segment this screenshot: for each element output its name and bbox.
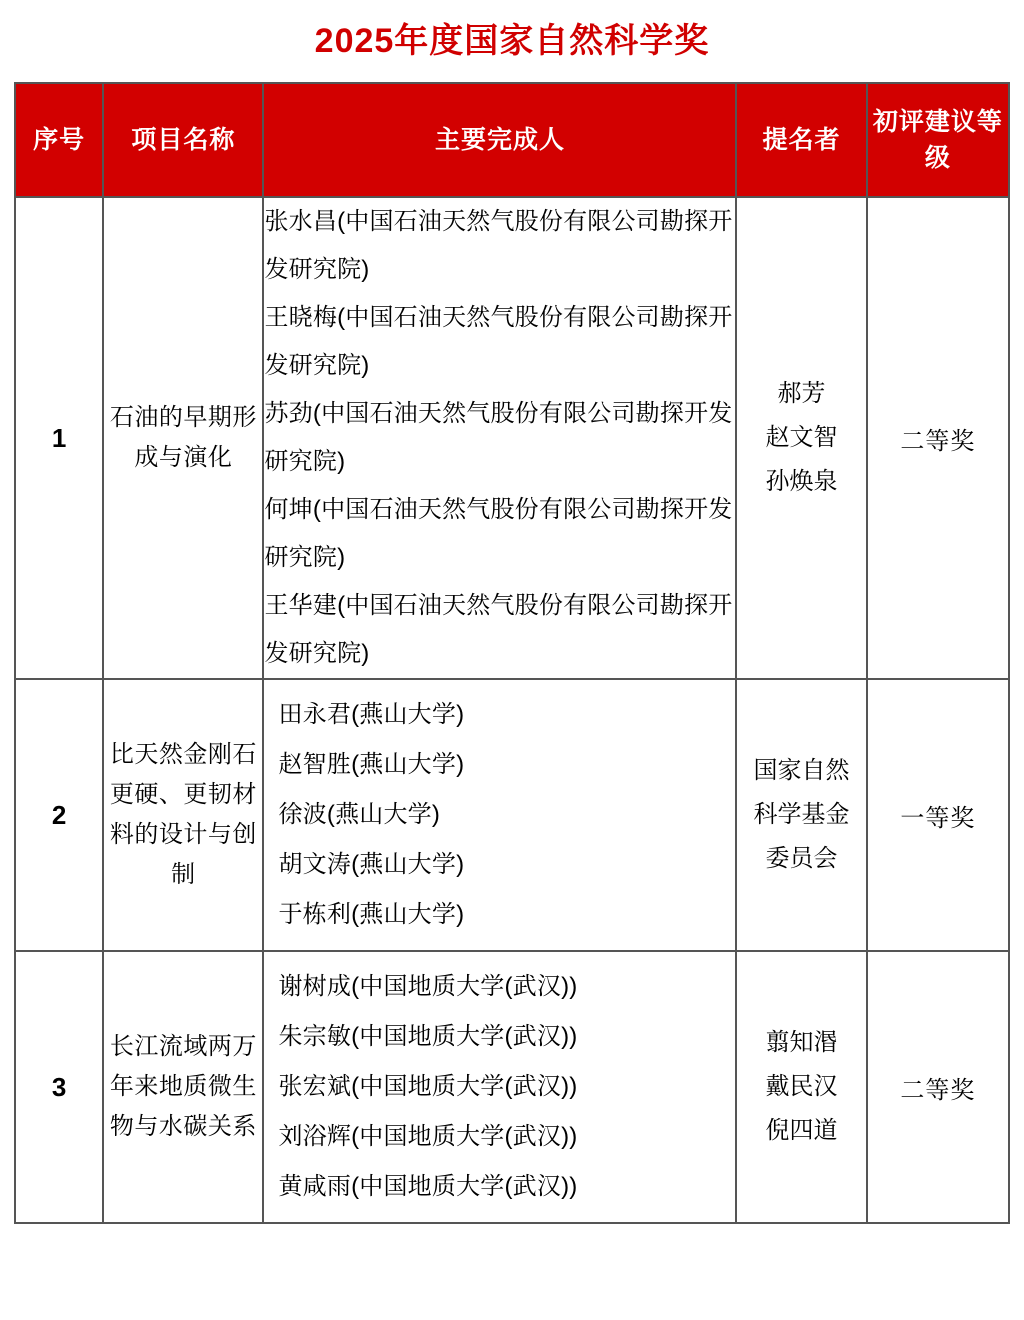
row-award-level: 二等奖 — [867, 951, 1009, 1223]
table-row — [15, 679, 1009, 951]
table-header-row — [15, 83, 1009, 197]
nominator-entry: 倪四道 — [765, 1117, 838, 1144]
column-header-nominator: 提名者 — [736, 83, 866, 197]
person-entry: 刘浴辉(中国地质大学(武汉)) — [278, 1123, 578, 1150]
row-sequence-number: 1 — [15, 197, 103, 679]
page-title: 2025年度国家自然科学奖 — [314, 22, 710, 60]
row-award-level: 二等奖 — [867, 197, 1009, 679]
nominator-entry: 赵文智 — [765, 424, 838, 451]
row-sequence-number: 2 — [15, 679, 103, 951]
nominator-entry: 科学基金 — [753, 801, 850, 828]
table-header — [15, 83, 1009, 197]
person-entry: 张宏斌(中国地质大学(武汉)) — [278, 1073, 578, 1100]
nominator-entry: 委员会 — [765, 845, 838, 872]
person-entry: 赵智胜(燕山大学) — [278, 751, 465, 778]
nominator-entry: 翦知湣 — [765, 1029, 838, 1056]
column-header-project: 项目名称 — [103, 83, 263, 197]
row-people-list — [263, 951, 736, 1223]
person-entry: 朱宗敏(中国地质大学(武汉)) — [278, 1023, 578, 1050]
nominator-entry: 国家自然 — [753, 757, 850, 784]
person-entry: 黄咸雨(中国地质大学(武汉)) — [278, 1173, 578, 1200]
person-entry: 王晓梅(中国石油天然气股份有限公司勘探开发研究院) — [264, 304, 733, 379]
row-people-list — [263, 197, 736, 679]
nominator-entry: 戴民汉 — [765, 1073, 838, 1100]
person-entry: 王华建(中国石油天然气股份有限公司勘探开发研究院) — [264, 592, 733, 667]
person-entry: 于栋利(燕山大学) — [278, 901, 465, 928]
table-row — [15, 197, 1009, 679]
person-entry: 徐波(燕山大学) — [278, 801, 441, 828]
row-sequence-number: 3 — [15, 951, 103, 1223]
row-nominator — [736, 197, 866, 679]
row-people-list — [263, 679, 736, 951]
person-entry: 谢树成(中国地质大学(武汉)) — [278, 973, 578, 1000]
column-header-seq: 序号 — [15, 83, 103, 197]
table-body — [15, 197, 1009, 1223]
column-header-people: 主要完成人 — [263, 83, 736, 197]
nominator-entry: 孙焕泉 — [765, 468, 838, 495]
person-entry: 胡文涛(燕山大学) — [278, 851, 465, 878]
row-award-level: 一等奖 — [867, 679, 1009, 951]
row-nominator — [736, 679, 866, 951]
column-header-level: 初评建议等级 — [867, 83, 1009, 197]
person-entry: 苏劲(中国石油天然气股份有限公司勘探开发研究院) — [264, 400, 733, 475]
table-row — [15, 951, 1009, 1223]
person-entry: 张水昌(中国石油天然气股份有限公司勘探开发研究院) — [264, 208, 733, 283]
award-table — [14, 82, 1010, 1224]
row-project-name: 长江流域两万年来地质微生物与水碳关系 — [103, 951, 263, 1223]
person-entry: 何坤(中国石油天然气股份有限公司勘探开发研究院) — [264, 496, 733, 571]
person-entry: 田永君(燕山大学) — [278, 701, 465, 728]
nominator-entry: 郝芳 — [777, 380, 826, 407]
row-project-name: 石油的早期形成与演化 — [103, 197, 263, 679]
row-project-name: 比天然金刚石更硬、更韧材料的设计与创制 — [103, 679, 263, 951]
row-nominator — [736, 951, 866, 1223]
